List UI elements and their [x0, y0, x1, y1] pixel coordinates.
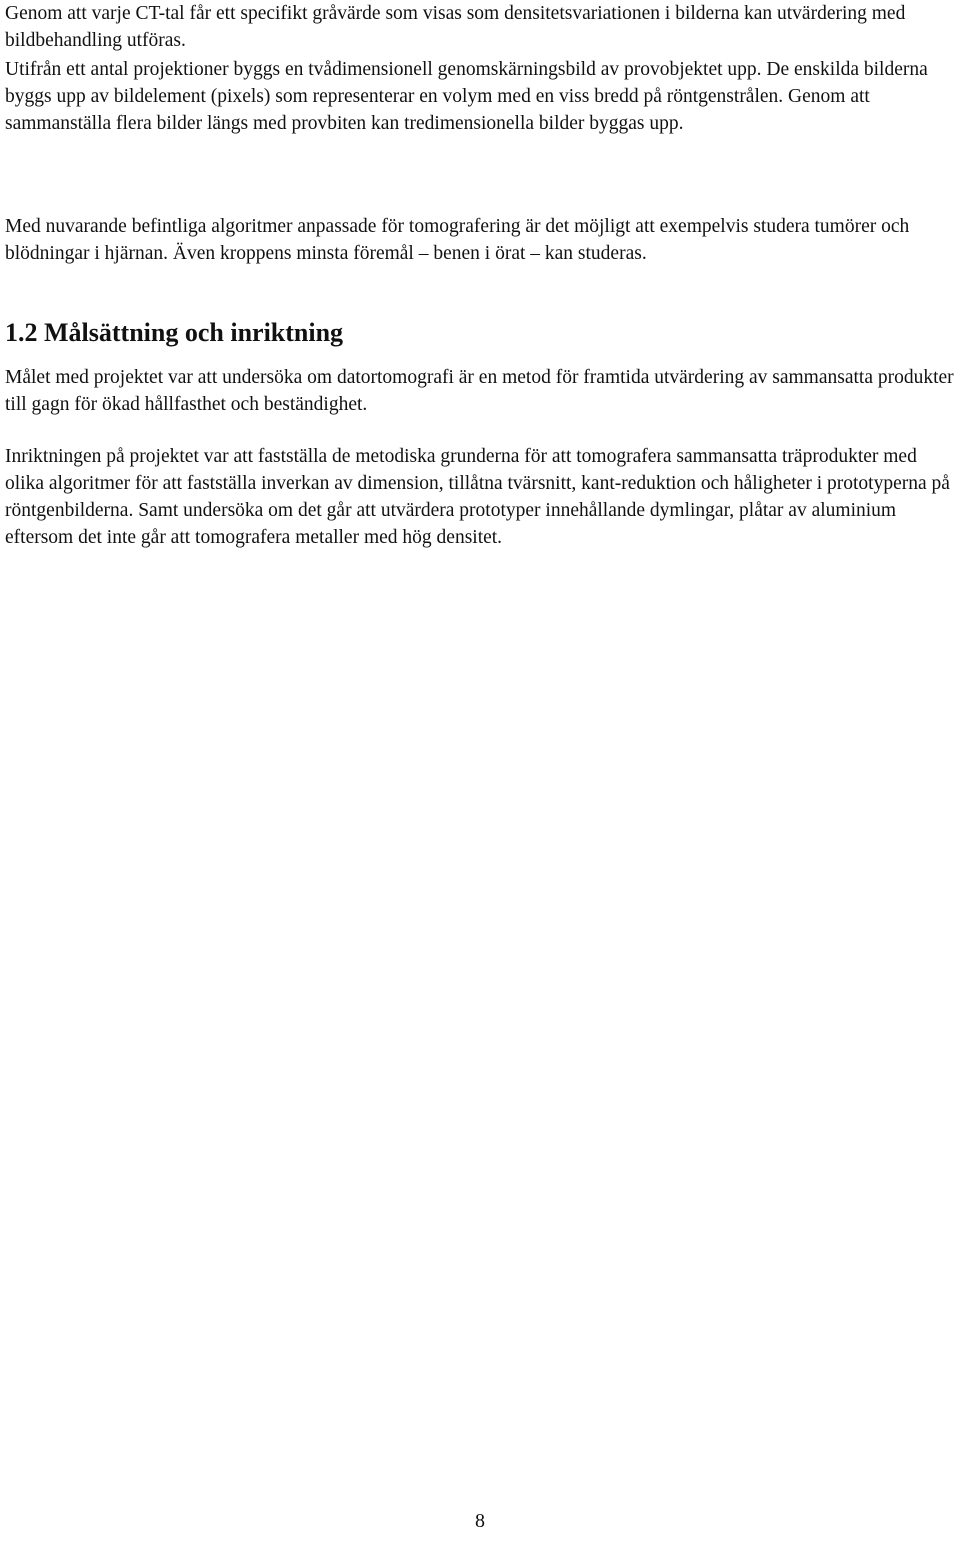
paragraph-direction: Inriktningen på projektet var att fastställa de metodiska grunderna för att tomografera sammansatta träprodukter med olika algoritmer för att fastställa inverkan av dimension, tillåtna tvärsnitt, kant-reduktion och håligheter i prototyperna på röntgenbilderna. Samt undersöka om det går att utvärdera prototyper innehållande dymlingar, plåtar av aluminium eftersom det inte går att tomografera metaller med hög densitet. — [5, 446, 950, 548]
paragraph-ct-values: Genom att varje CT-tal får ett specifikt gråvärde som visas som densitetsvariationen i bilderna kan utvärdering med bildbehandling utföras. — [5, 3, 906, 51]
page-number: 8 — [475, 1510, 485, 1532]
paragraph-goal: Målet med projektet var att undersöka om datortomografi är en metod för framtida utvärdering av sammansatta produkter till gagn för ökad hållfasthet och beständighet. — [5, 367, 954, 415]
paragraph-projections: Utifrån ett antal projektioner byggs en tvådimensionell genomskärningsbild av provobjektet upp. De enskilda bilderna byggs upp av bildelement (pixels) som representerar en volym med en viss bredd på röntgenstrålen. Genom att sammanställa flera bilder längs med provbiten kan tredimensionella bilder byggas upp. — [5, 59, 928, 134]
section-heading: 1.2 Målsättning och inriktning — [5, 318, 344, 347]
paragraph-algorithms: Med nuvarande befintliga algoritmer anpassade för tomografering är det möjligt att exempelvis studera tumörer och blödningar i hjärnan. Även kroppens minsta föremål – benen i örat – kan studeras. — [5, 216, 910, 264]
